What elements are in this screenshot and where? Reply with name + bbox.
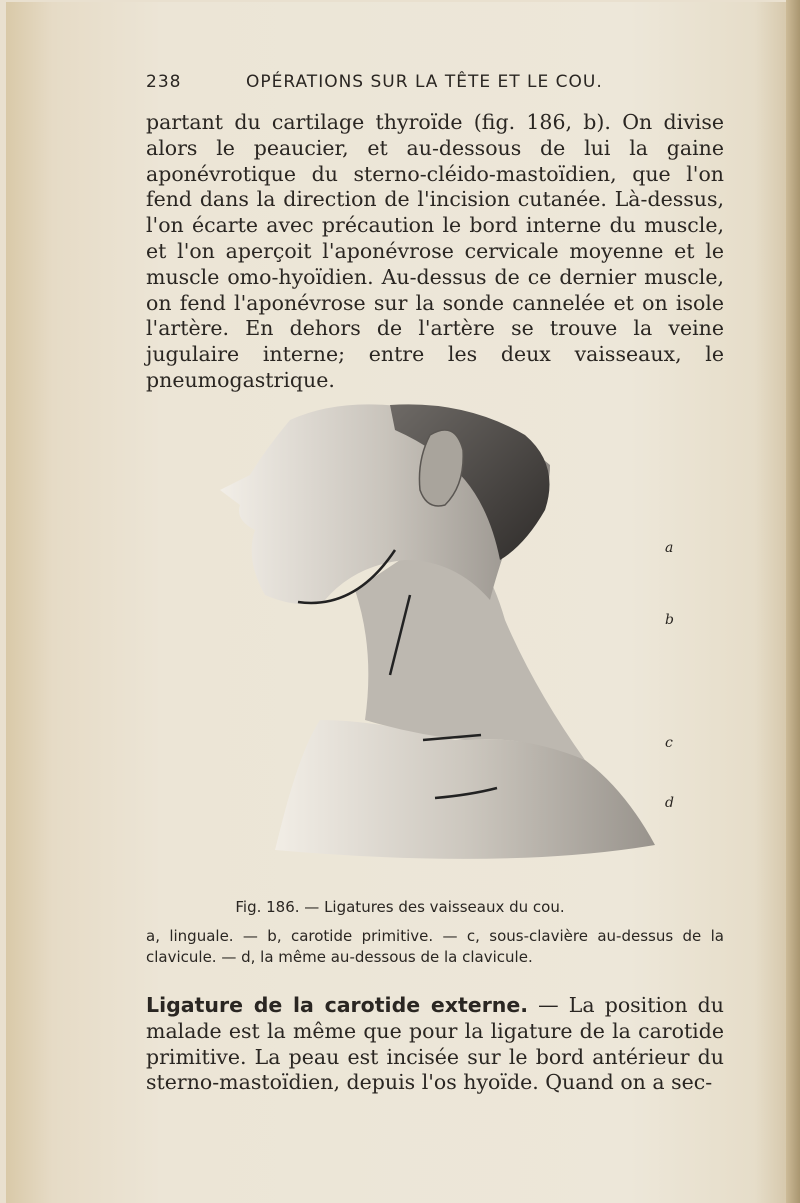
figure-legend: a, linguale. — b, carotide primitive. — c, sous-clavière au-dessus de la clavicule. — d, la même au-dessous de la clavicule. [146, 927, 724, 966]
figure-label-b: b [665, 612, 674, 628]
section-text: — La position du malade est la même que pour la ligature de la carotide primitive. La peau est incisée sur le bord antérieur du sterno-mastoïdien, depuis l'os hyoïde. Quand on a sec- [146, 993, 724, 1095]
figure-label-a: a [665, 540, 674, 556]
running-title: OPÉRATIONS SUR LA TÊTE ET LE COU. [246, 72, 603, 92]
figure-caption: Fig. 186. — Ligatures des vaisseaux du cou. [235, 898, 565, 916]
section-heading: Ligature de la carotide externe. [146, 993, 529, 1017]
page-number: 238 [146, 72, 182, 92]
page-header [146, 72, 724, 100]
figure-186 [205, 390, 685, 890]
section-paragraph [146, 993, 724, 1096]
figure-label-c: c [665, 735, 673, 751]
figure-label-d: d [665, 795, 674, 811]
page-edge [786, 0, 800, 1203]
body-paragraph: partant du cartilage thyroïde (fig. 186, b). On divise alors le peaucier, et au-dessous de lui la gaine aponévrotique du sterno-cléido-mastoïdien, que l'on fend dans la direction de l'incision cutanée. Là-dessus, l'on écarte avec précaution le bord interne du muscle, et l'on aperçoit l'aponévrose cervicale moyenne et le muscle omo-hyoïdien. Au-dessus de ce dernier muscle, on fend l'aponévrose sur la sonde cannelée et on isole l'artère. En dehors de l'artère se trouve la veine jugulaire interne; entre les deux vaisseaux, le pneumogastrique. [146, 110, 724, 392]
neck-ligature-illustration [205, 390, 685, 890]
